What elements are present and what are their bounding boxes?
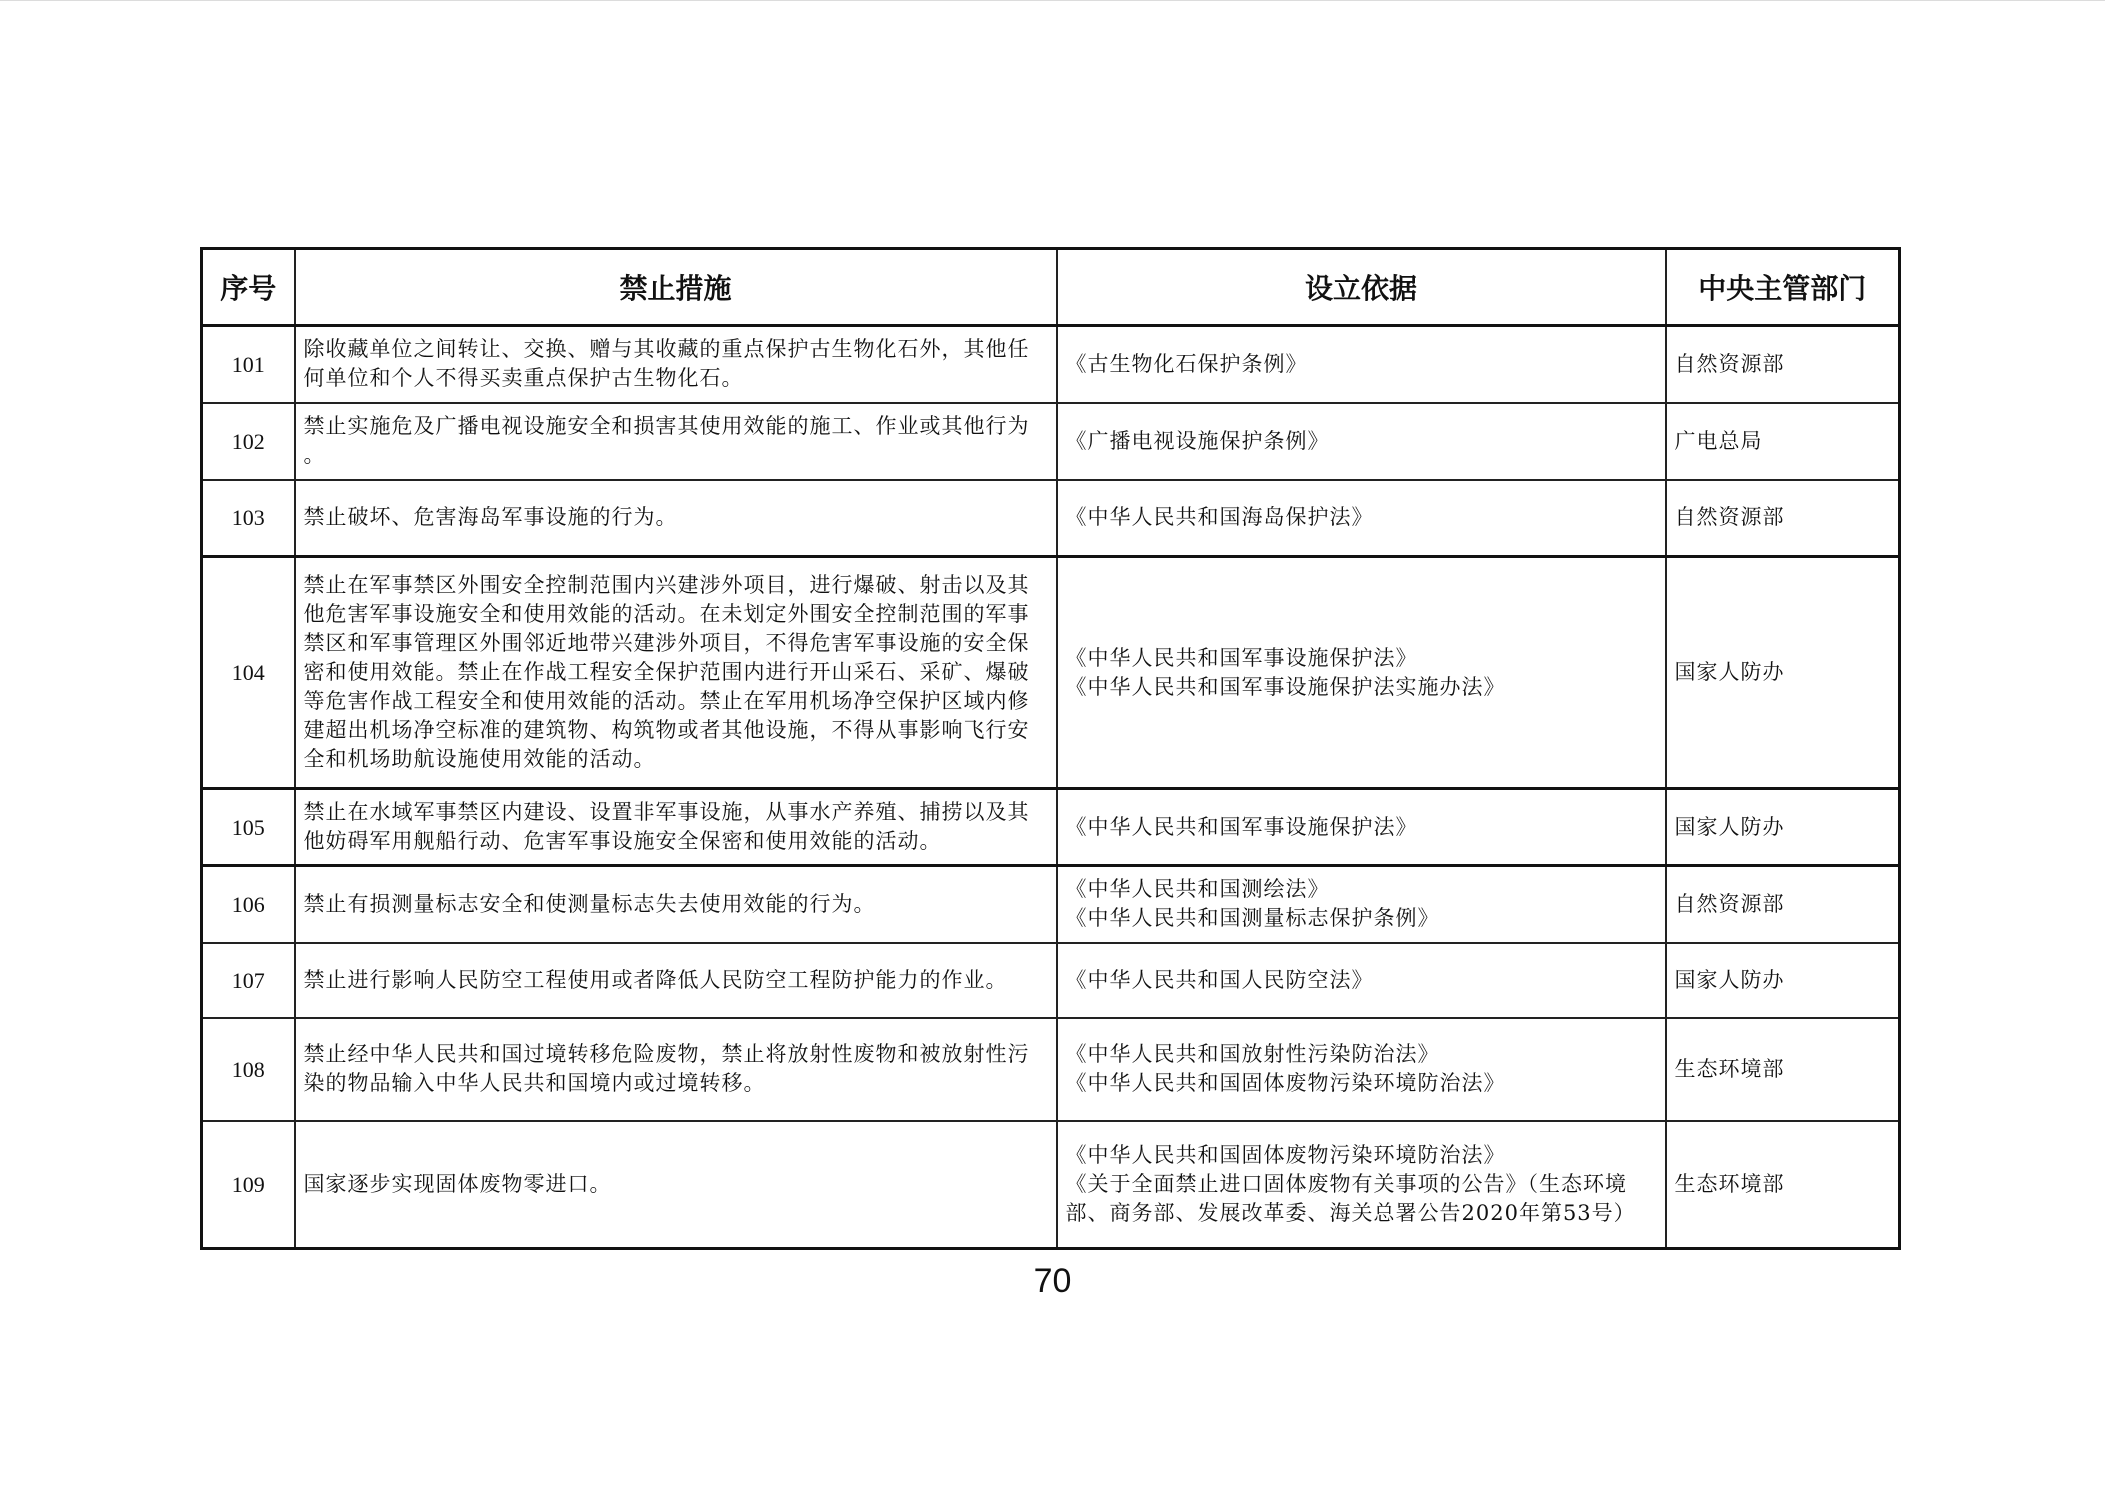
measure-line: 密和使用效能。禁止在作战工程安全保护范围内进行开山采石、采矿、爆破 bbox=[303, 660, 1030, 684]
measure-line: 除收藏单位之间转让、交换、赠与其收藏的重点保护古生物化石外，其他任 bbox=[303, 337, 1030, 362]
basis-line: 《中华人民共和国放射性污染防治法》 bbox=[1065, 1042, 1440, 1066]
table-row bbox=[202, 789, 1900, 866]
row-basis bbox=[1057, 943, 1666, 1018]
row-department: 生态环境部 bbox=[1666, 1018, 1900, 1121]
header-seq: 序号 bbox=[202, 249, 295, 326]
row-department: 自然资源部 bbox=[1666, 866, 1900, 943]
row-basis bbox=[1057, 557, 1666, 789]
measure-line: 染的物品输入中华人民共和国境内或过境转移。 bbox=[303, 1071, 766, 1095]
table-row bbox=[202, 326, 1900, 403]
row-department: 国家人防办 bbox=[1666, 557, 1900, 789]
row-department: 生态环境部 bbox=[1666, 1121, 1900, 1249]
row-measure bbox=[295, 326, 1057, 403]
basis-line: 《中华人民共和国测绘法》 bbox=[1065, 877, 1330, 902]
row-measure bbox=[295, 480, 1057, 557]
row-seq: 107 bbox=[202, 943, 295, 1018]
row-department: 国家人防办 bbox=[1666, 789, 1900, 866]
measure-line: 国家逐步实现固体废物零进口。 bbox=[303, 1171, 612, 1196]
basis-line: 《中华人民共和国固体废物污染环境防治法》 bbox=[1065, 1142, 1506, 1167]
row-department: 国家人防办 bbox=[1666, 943, 1900, 1018]
row-seq: 103 bbox=[202, 480, 295, 557]
row-measure bbox=[295, 866, 1057, 943]
basis-line: 《关于全面禁止进口固体废物有关事项的公告》（生态环境 bbox=[1065, 1171, 1627, 1196]
row-measure bbox=[295, 403, 1057, 480]
measure-line: 何单位和个人不得买卖重点保护古生物化石。 bbox=[303, 366, 744, 391]
row-basis bbox=[1057, 403, 1666, 480]
page-number: 70 bbox=[1033, 1262, 1072, 1300]
measure-line: 禁区和军事管理区外围邻近地带兴建涉外项目，不得危害军事设施的安全保 bbox=[303, 631, 1030, 655]
basis-line: 部、商务部、发展改革委、海关总署公告2020年第53号） bbox=[1065, 1200, 1636, 1225]
row-seq: 102 bbox=[202, 403, 295, 480]
row-seq: 105 bbox=[202, 789, 295, 866]
measure-line: 禁止实施危及广播电视设施安全和损害其使用效能的施工、作业或其他行为 bbox=[303, 414, 1030, 438]
header-basis: 设立依据 bbox=[1057, 249, 1666, 326]
measure-line: 禁止破坏、危害海岛军事设施的行为。 bbox=[303, 505, 678, 530]
basis-line: 《古生物化石保护条例》 bbox=[1065, 351, 1308, 376]
basis-line: 《中华人民共和国测量标志保护条例》 bbox=[1065, 906, 1440, 931]
page-top-rule bbox=[0, 0, 2105, 1]
header-department: 中央主管部门 bbox=[1666, 249, 1900, 326]
row-measure bbox=[295, 557, 1057, 789]
row-seq: 109 bbox=[202, 1121, 295, 1249]
basis-line: 《中华人民共和国固体废物污染环境防治法》 bbox=[1065, 1071, 1506, 1095]
row-basis bbox=[1057, 326, 1666, 403]
prohibited-measures-table bbox=[200, 247, 1901, 1250]
row-basis bbox=[1057, 480, 1666, 557]
table-row bbox=[202, 557, 1900, 789]
header-measure: 禁止措施 bbox=[295, 249, 1057, 326]
table-header-row bbox=[202, 249, 1900, 326]
row-basis bbox=[1057, 789, 1666, 866]
row-basis bbox=[1057, 1121, 1666, 1249]
row-seq: 104 bbox=[202, 557, 295, 789]
table-row bbox=[202, 866, 1900, 943]
measure-line: 全和机场助航设施使用效能的活动。 bbox=[303, 747, 656, 771]
table-row bbox=[202, 1121, 1900, 1249]
measure-line: 建超出机场净空标准的建筑物、构筑物或者其他设施，不得从事影响飞行安 bbox=[303, 718, 1030, 742]
row-department: 广电总局 bbox=[1666, 403, 1900, 480]
row-measure bbox=[295, 789, 1057, 866]
basis-line: 《中华人民共和国海岛保护法》 bbox=[1065, 505, 1374, 530]
row-measure bbox=[295, 943, 1057, 1018]
table-row bbox=[202, 1018, 1900, 1121]
row-seq: 106 bbox=[202, 866, 295, 943]
basis-line: 《中华人民共和国人民防空法》 bbox=[1065, 967, 1374, 992]
row-basis bbox=[1057, 1018, 1666, 1121]
row-basis bbox=[1057, 866, 1666, 943]
basis-line: 《中华人民共和国军事设施保护法》 bbox=[1065, 814, 1418, 839]
row-measure bbox=[295, 1018, 1057, 1121]
table-row bbox=[202, 403, 1900, 480]
row-department: 自然资源部 bbox=[1666, 326, 1900, 403]
measure-line: 。 bbox=[303, 443, 326, 467]
measure-line: 禁止经中华人民共和国过境转移危险废物，禁止将放射性废物和被放射性污 bbox=[303, 1042, 1030, 1066]
basis-line: 《中华人民共和国军事设施保护法实施办法》 bbox=[1065, 674, 1506, 699]
table-row bbox=[202, 943, 1900, 1018]
measure-line: 他危害军事设施安全和使用效能的活动。在未划定外围安全控制范围的军事 bbox=[303, 602, 1030, 626]
measure-line: 禁止进行影响人民防空工程使用或者降低人民防空工程防护能力的作业。 bbox=[303, 967, 1008, 992]
measure-line: 等危害作战工程安全和使用效能的活动。禁止在军用机场净空保护区域内修 bbox=[303, 689, 1030, 713]
basis-line: 《广播电视设施保护条例》 bbox=[1065, 428, 1330, 453]
basis-line: 《中华人民共和国军事设施保护法》 bbox=[1065, 645, 1418, 670]
measure-line: 他妨碍军用舰船行动、危害军事设施安全保密和使用效能的活动。 bbox=[303, 829, 942, 853]
measure-line: 禁止在军事禁区外围安全控制范围内兴建涉外项目，进行爆破、射击以及其 bbox=[303, 573, 1030, 597]
measure-line: 禁止在水域军事禁区内建设、设置非军事设施，从事水产养殖、捕捞以及其 bbox=[303, 800, 1030, 824]
row-measure bbox=[295, 1121, 1057, 1249]
row-seq: 101 bbox=[202, 326, 295, 403]
table-row bbox=[202, 480, 1900, 557]
row-department: 自然资源部 bbox=[1666, 480, 1900, 557]
row-seq: 108 bbox=[202, 1018, 295, 1121]
measure-line: 禁止有损测量标志安全和使测量标志失去使用效能的行为。 bbox=[303, 891, 876, 916]
